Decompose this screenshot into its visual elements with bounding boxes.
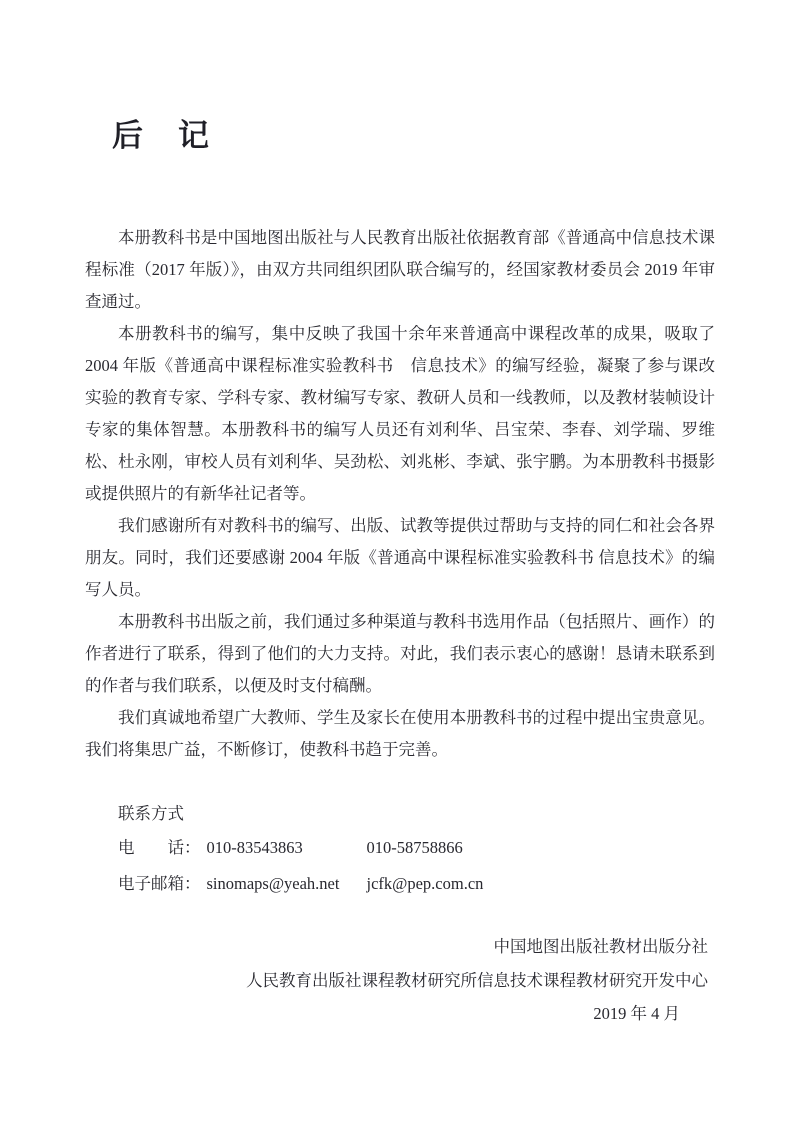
paragraph: 我们真诚地希望广大教师、学生及家长在使用本册教科书的过程中提出宝贵意见。我们将集思广益，不断修订，使教科书趋于完善。 (85, 708, 715, 759)
body-text (85, 222, 715, 902)
publisher-signature (246, 930, 708, 1031)
page-title: 后 记 (112, 118, 211, 153)
email-colon: ： (184, 874, 201, 893)
email-address-1: sinomaps@yeah.net (206, 874, 340, 893)
paragraph: 本册教科书出版之前，我们通过多种渠道与教科书选用作品（包括照片、画作）的作者进行了联系，得到了他们的大力支持。对此，我们表示衷心的感谢！恳请未联系到的作者与我们联系，以便及时支付稿酬。 (85, 612, 715, 695)
contact-heading: 联系方式 (118, 804, 184, 823)
phone-number-1: 010-83543863 (206, 838, 303, 857)
phone-label: 电话 (118, 838, 184, 857)
phone-number-2: 010-58758866 (366, 838, 463, 857)
paragraph: 本册教科书的编写，集中反映了我国十余年来普通高中课程改革的成果，吸取了 2004 年版《普通高中课程标准实验教科书 信息技术》的编写经验，凝聚了参与课改实验的教育专家、学科专家、教材编写专家、教研人员和一线教师，以及教材装帧设计专家的集体智慧。本册教科书的编写人员还有刘利华、吕宝荣、李春、刘学瑞、罗维松、杜永刚，审校人员有刘利华、吴劲松、刘兆彬、李斌、张宇鹏。为本册教科书摄影或提供照片的有新华社记者等。 (85, 324, 715, 503)
publication-date: 2019 年 4 月 (593, 1004, 680, 1023)
publisher-line-2: 人民教育出版社课程教材研究所信息技术课程教材研究开发中心 (246, 970, 708, 990)
contact-phone-line (85, 830, 715, 866)
email-address-2: jcfk@pep.com.cn (366, 874, 484, 893)
paragraph: 本册教科书是中国地图出版社与人民教育出版社依据教育部《普通高中信息技术课程标准（2017 年版）》，由双方共同组织团队联合编写的，经国家教材委员会 2019 年审查通过。 (85, 228, 715, 311)
contact-email-line (85, 866, 715, 902)
email-label: 电子邮箱 (118, 874, 184, 893)
phone-colon: ： (184, 838, 201, 857)
publisher-line-1: 中国地图出版社教材出版分社 (493, 937, 708, 956)
paragraph: 我们感谢所有对教科书的编写、出版、试教等提供过帮助与支持的同仁和社会各界朋友。同时，我们还要感谢 2004 年版《普通高中课程标准实验教科书 信息技术》的编写人员。 (85, 516, 715, 599)
